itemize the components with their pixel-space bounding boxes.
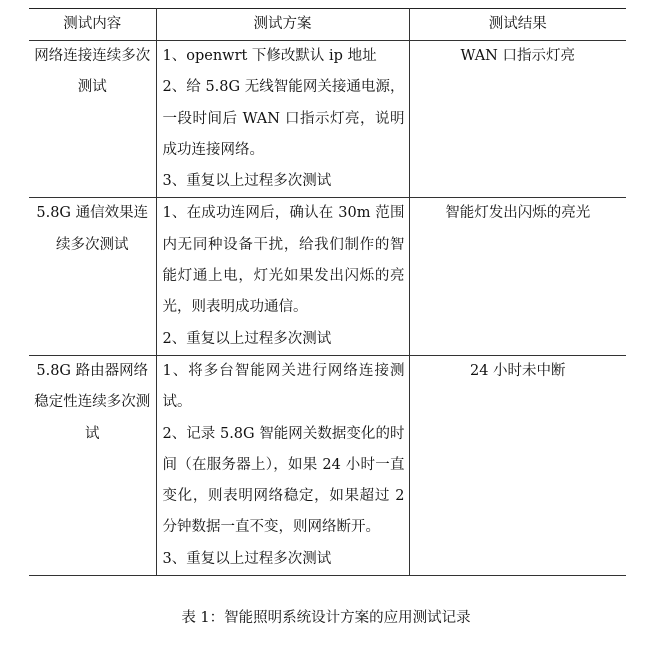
row-3-plan bbox=[156, 355, 409, 575]
table-row bbox=[29, 198, 626, 355]
row-2-result: 智能灯发出闪烁的亮光 bbox=[409, 198, 626, 355]
row-1-content: 网络连接连续多次测试 bbox=[29, 41, 156, 198]
table-header-row bbox=[29, 9, 626, 41]
row-2-plan bbox=[156, 198, 409, 355]
header-test-content: 测试内容 bbox=[29, 9, 156, 41]
row-1-plan-step-3: 3、重复以上过程多次测试 bbox=[162, 173, 332, 190]
header-test-result: 测试结果 bbox=[409, 9, 626, 41]
row-1-result: WAN 口指示灯亮 bbox=[409, 41, 626, 198]
row-2-content: 5.8G 通信效果连续多次测试 bbox=[29, 198, 156, 355]
row-2-plan-step-2: 2、重复以上过程多次测试 bbox=[162, 330, 332, 347]
row-3-plan-step-3: 3、重复以上过程多次测试 bbox=[162, 550, 332, 567]
table-row bbox=[29, 41, 626, 198]
row-1-plan bbox=[156, 41, 409, 198]
row-2-plan-step-1: 1、在成功连网后，确认在 30m 范围内无同种设备干扰，给我们制作的智能灯通上电，灯光如果发出闪烁的亮光，则表明成功通信。 bbox=[162, 205, 405, 316]
table-row bbox=[29, 355, 626, 575]
row-1-plan-step-1: 1、openwrt 下修改默认 ip 地址 bbox=[162, 48, 377, 64]
header-test-plan: 测试方案 bbox=[156, 9, 409, 41]
row-3-plan-step-2: 2、记录 5.8G 智能网关数据变化的时间（在服务器上），如果 24 小时一直变化，则表明网络稳定，如果超过 2 分钟数据一直不变，则网络断开。 bbox=[162, 425, 405, 536]
table-caption: 表 1：智能照明系统设计方案的应用测试记录 bbox=[181, 610, 471, 626]
row-3-result: 24 小时未中断 bbox=[409, 355, 626, 575]
row-1-plan-step-2: 2、给 5.8G 无线智能网关接通电源，一段时间后 WAN 口指示灯亮，说明成功连接网络。 bbox=[162, 79, 405, 158]
row-3-plan-step-1: 1、将多台智能网关进行网络连接测试。 bbox=[162, 362, 405, 411]
row-3-content: 5.8G 路由器网络稳定性连续多次测试 bbox=[29, 355, 156, 575]
test-record-table bbox=[29, 8, 626, 576]
